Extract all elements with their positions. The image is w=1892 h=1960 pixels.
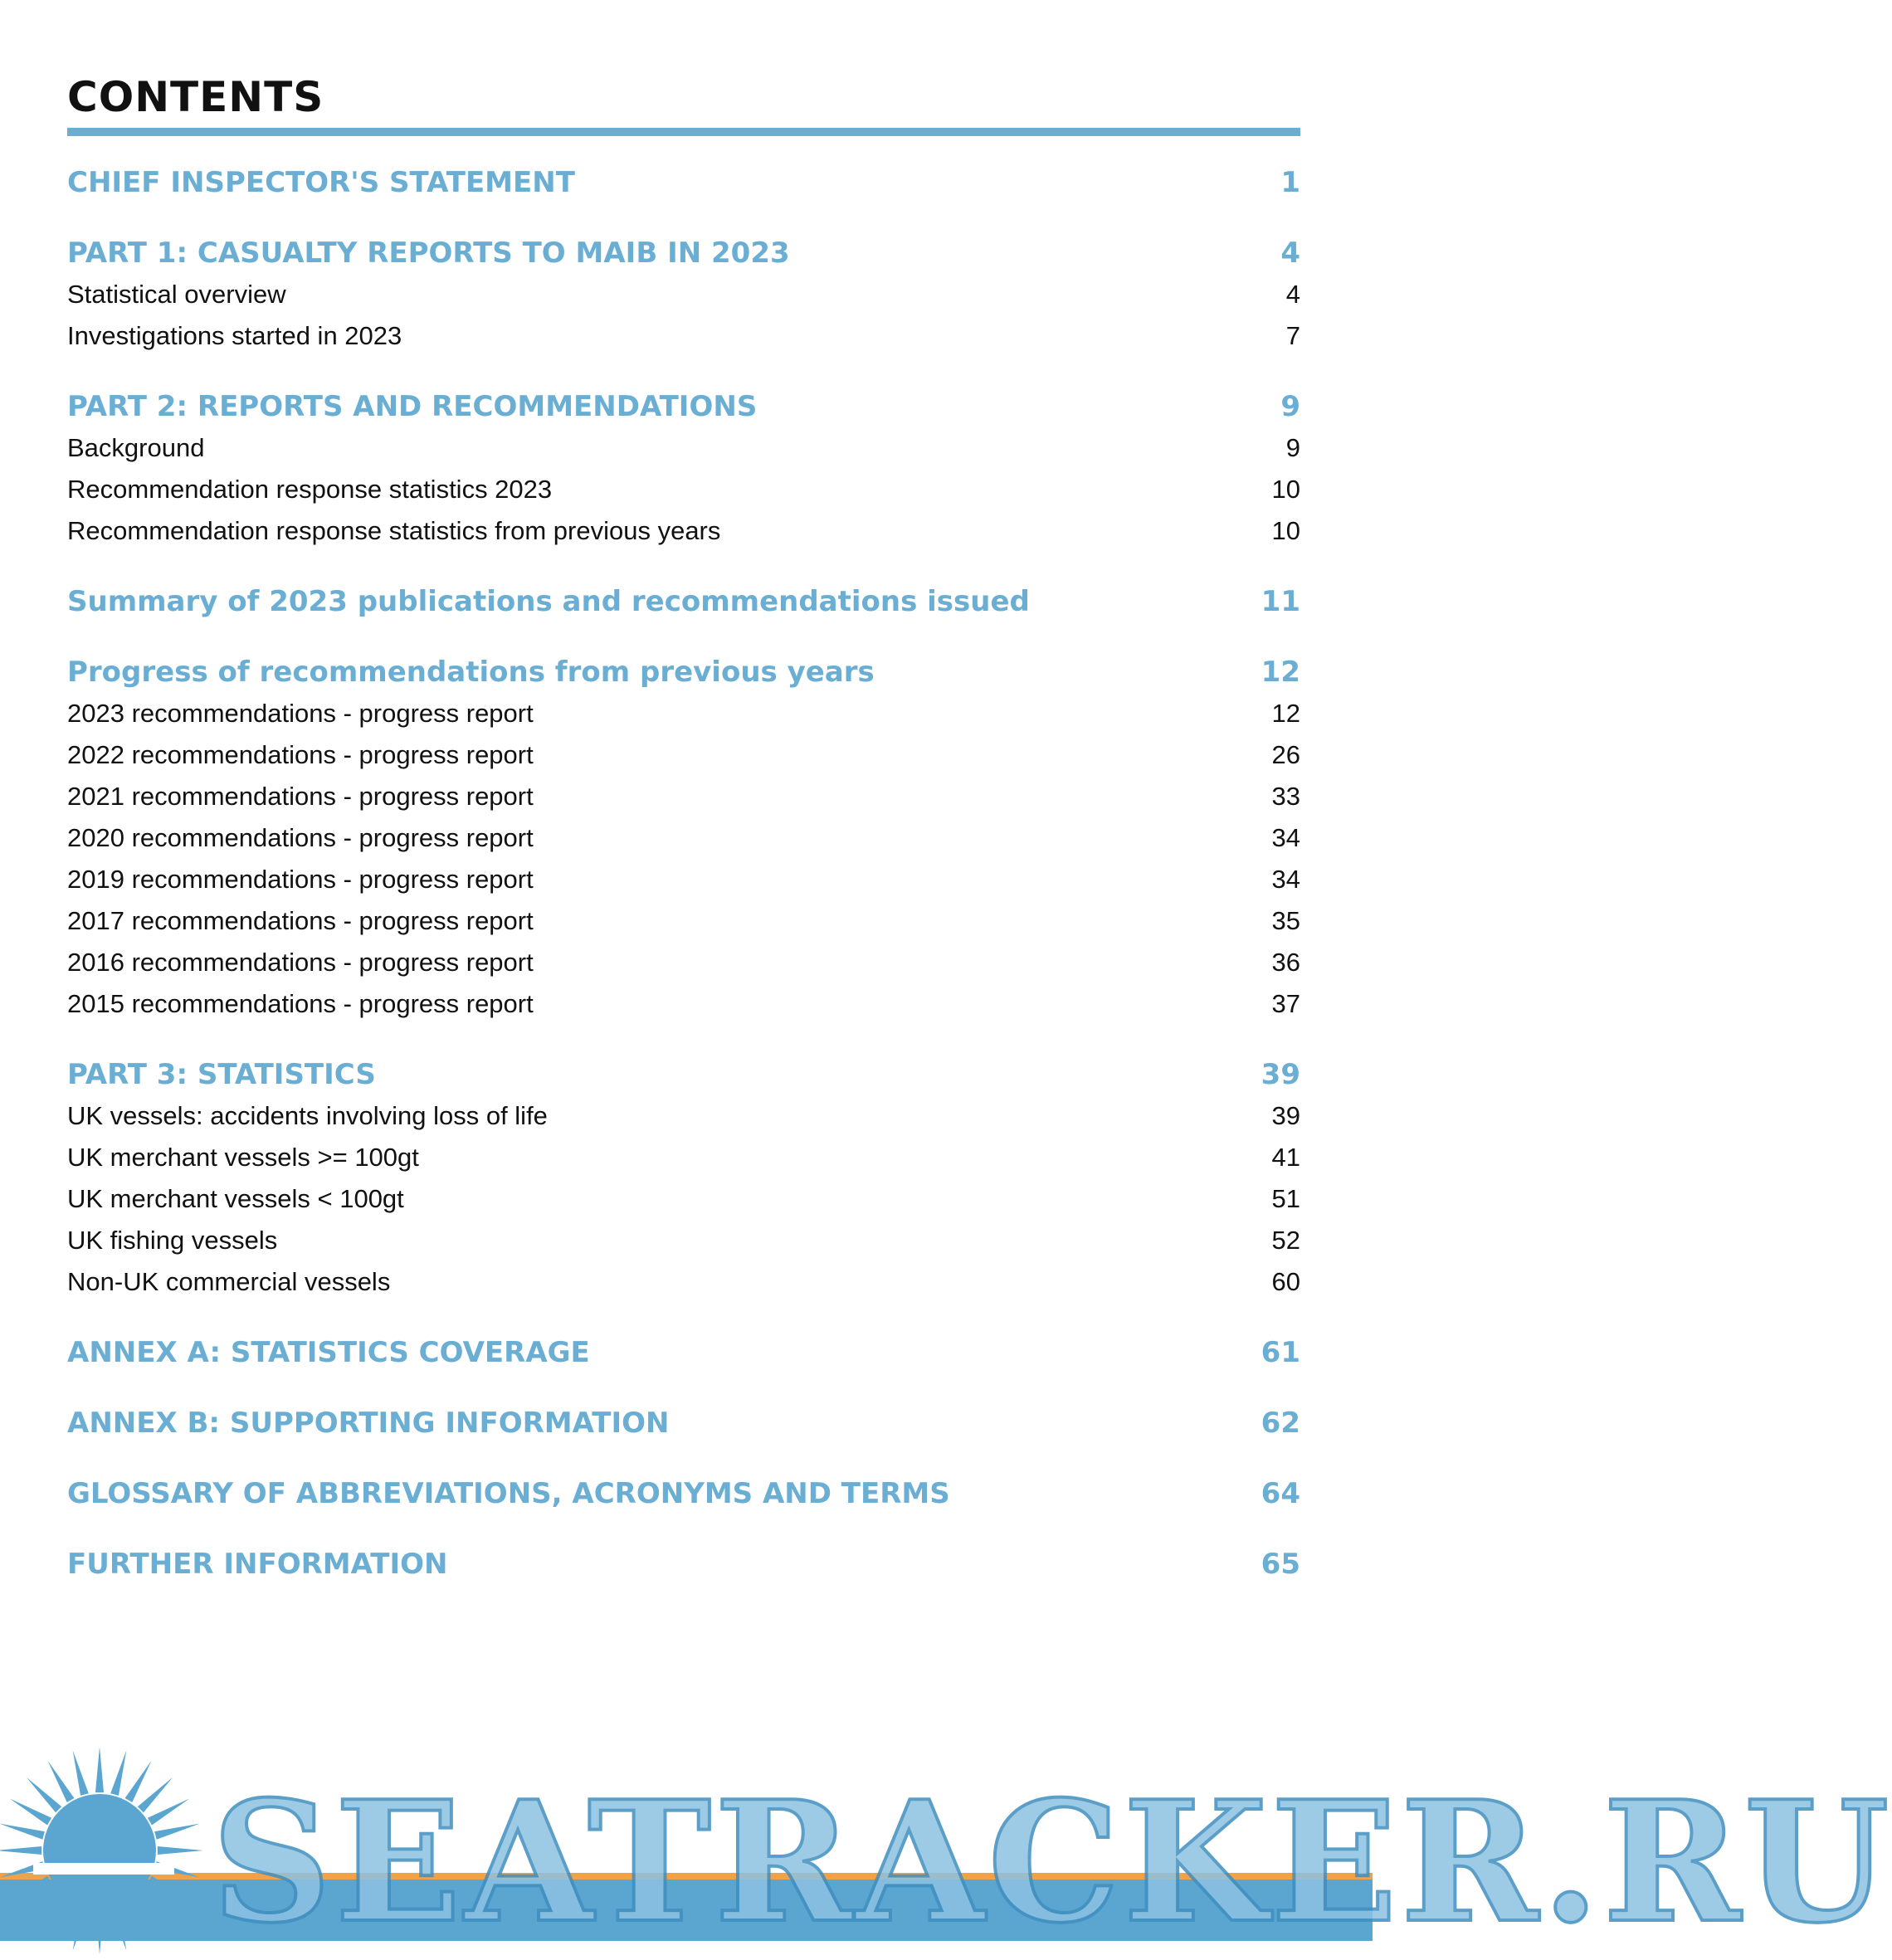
toc-section-heading[interactable] bbox=[67, 1548, 1300, 1591]
toc-entry[interactable] bbox=[67, 1101, 1300, 1143]
toc-entry[interactable] bbox=[67, 906, 1300, 948]
sun-ray bbox=[125, 1761, 152, 1802]
toc-page-number: 1 bbox=[1280, 166, 1300, 199]
toc-page-number: 33 bbox=[1271, 782, 1300, 811]
page-title: CONTENTS bbox=[67, 73, 324, 121]
toc-entry[interactable] bbox=[67, 782, 1300, 823]
toc-entry[interactable] bbox=[67, 321, 1300, 363]
toc-page-number: 12 bbox=[1271, 699, 1300, 728]
sun-ray bbox=[125, 1899, 152, 1940]
toc-label: FURTHER INFORMATION bbox=[67, 1548, 448, 1581]
sun-ray bbox=[73, 1750, 89, 1796]
toc-page-number: 34 bbox=[1271, 865, 1300, 894]
toc-page-number: 9 bbox=[1285, 433, 1300, 462]
toc-label: 2023 recommendations - progress report bbox=[67, 699, 534, 728]
sun-ray bbox=[110, 1750, 126, 1796]
sun-ray bbox=[10, 1799, 51, 1826]
toc-page-number: 51 bbox=[1271, 1184, 1300, 1213]
toc-label: Non-UK commercial vessels bbox=[67, 1267, 391, 1296]
toc-label: PART 3: STATISTICS bbox=[67, 1058, 376, 1091]
toc-entry[interactable] bbox=[67, 475, 1300, 516]
toc-page-number: 12 bbox=[1261, 656, 1300, 689]
toc-page-number: 39 bbox=[1261, 1058, 1300, 1091]
sun-ray bbox=[138, 1889, 173, 1924]
sun-ray bbox=[27, 1777, 62, 1813]
toc-label: Recommendation response statistics from previous years bbox=[67, 516, 721, 545]
sun-ray bbox=[48, 1899, 75, 1940]
toc-page-number: 10 bbox=[1271, 516, 1300, 545]
toc-section-heading[interactable] bbox=[67, 1058, 1300, 1101]
toc-label: ANNEX A: STATISTICS COVERAGE bbox=[67, 1336, 590, 1369]
sun-ray bbox=[110, 1905, 126, 1951]
toc-label: Recommendation response statistics 2023 bbox=[67, 475, 553, 504]
sun-ray bbox=[154, 1824, 200, 1840]
toc-section-heading[interactable] bbox=[67, 1477, 1300, 1520]
toc-section-heading[interactable] bbox=[67, 656, 1300, 699]
toc-label: PART 1: CASUALTY REPORTS TO MAIB IN 2023 bbox=[67, 236, 790, 270]
toc-label: 2015 recommendations - progress report bbox=[67, 989, 534, 1018]
sun-ray bbox=[138, 1777, 173, 1813]
toc-page-number: 39 bbox=[1271, 1101, 1300, 1130]
toc-label: PART 2: REPORTS AND RECOMMENDATIONS bbox=[67, 390, 758, 423]
sun-ray bbox=[0, 1846, 41, 1855]
sun-ray bbox=[95, 1909, 104, 1954]
sun-ray bbox=[73, 1905, 89, 1951]
sun-ray bbox=[95, 1747, 104, 1792]
toc-page-number: 61 bbox=[1261, 1336, 1300, 1369]
table-of-contents bbox=[67, 166, 1300, 1591]
title-divider bbox=[67, 128, 1300, 136]
toc-page-number: 10 bbox=[1271, 475, 1300, 504]
toc-page-number: 52 bbox=[1271, 1226, 1300, 1255]
toc-entry[interactable] bbox=[67, 1226, 1300, 1267]
toc-label: GLOSSARY OF ABBREVIATIONS, ACRONYMS AND TERMS bbox=[67, 1477, 950, 1510]
toc-entry[interactable] bbox=[67, 823, 1300, 865]
toc-entry[interactable] bbox=[67, 948, 1300, 989]
toc-label: UK merchant vessels >= 100gt bbox=[67, 1143, 419, 1172]
footer-logo bbox=[0, 1709, 1892, 1960]
toc-section-heading[interactable] bbox=[67, 1336, 1300, 1379]
toc-page-number: 11 bbox=[1261, 585, 1300, 618]
toc-page-number: 65 bbox=[1261, 1548, 1300, 1581]
toc-section-heading[interactable] bbox=[67, 236, 1300, 280]
toc-section-heading[interactable] bbox=[67, 390, 1300, 433]
toc-label: 2021 recommendations - progress report bbox=[67, 782, 534, 811]
toc-page-number: 60 bbox=[1271, 1267, 1300, 1296]
toc-page-number: 26 bbox=[1271, 740, 1300, 769]
toc-label: Statistical overview bbox=[67, 280, 286, 309]
toc-label: ANNEX B: SUPPORTING INFORMATION bbox=[67, 1407, 670, 1440]
sun-ray bbox=[0, 1824, 45, 1840]
toc-entry[interactable] bbox=[67, 280, 1300, 321]
toc-label: Investigations started in 2023 bbox=[67, 321, 402, 350]
toc-page-number: 4 bbox=[1280, 236, 1300, 270]
sun-ray bbox=[148, 1799, 189, 1826]
toc-label: UK merchant vessels < 100gt bbox=[67, 1184, 404, 1213]
sun-icon bbox=[0, 1726, 207, 1942]
toc-page-number: 9 bbox=[1280, 390, 1300, 423]
toc-label: Summary of 2023 publications and recommendations issued bbox=[67, 585, 1030, 618]
toc-entry[interactable] bbox=[67, 989, 1300, 1031]
toc-page-number: 41 bbox=[1271, 1143, 1300, 1172]
toc-label: 2020 recommendations - progress report bbox=[67, 823, 534, 852]
toc-label: CHIEF INSPECTOR'S STATEMENT bbox=[67, 166, 575, 199]
toc-label: 2022 recommendations - progress report bbox=[67, 740, 534, 769]
toc-entry[interactable] bbox=[67, 699, 1300, 740]
toc-entry[interactable] bbox=[67, 1184, 1300, 1226]
toc-page-number: 62 bbox=[1261, 1407, 1300, 1440]
toc-entry[interactable] bbox=[67, 865, 1300, 906]
toc-label: UK fishing vessels bbox=[67, 1226, 278, 1255]
toc-page-number: 36 bbox=[1271, 948, 1300, 977]
sun-ray bbox=[48, 1761, 75, 1802]
toc-section-heading[interactable] bbox=[67, 166, 1300, 209]
watermark-text: SEATRACKER.RU bbox=[212, 1765, 1892, 1960]
toc-page-number: 37 bbox=[1271, 989, 1300, 1018]
toc-entry[interactable] bbox=[67, 1267, 1300, 1309]
toc-entry[interactable] bbox=[67, 516, 1300, 558]
toc-section-heading[interactable] bbox=[67, 585, 1300, 628]
toc-label: UK vessels: accidents involving loss of life bbox=[67, 1101, 548, 1130]
toc-page-number: 4 bbox=[1285, 280, 1300, 309]
toc-page-number: 64 bbox=[1261, 1477, 1300, 1510]
toc-label: 2017 recommendations - progress report bbox=[67, 906, 534, 935]
sun-ray bbox=[158, 1846, 203, 1855]
toc-page-number: 7 bbox=[1285, 321, 1300, 350]
toc-label: Progress of recommendations from previous years bbox=[67, 656, 875, 689]
toc-entry[interactable] bbox=[67, 433, 1300, 475]
toc-label: 2019 recommendations - progress report bbox=[67, 865, 534, 894]
toc-label: 2016 recommendations - progress report bbox=[67, 948, 534, 977]
toc-entry[interactable] bbox=[67, 740, 1300, 782]
toc-page-number: 34 bbox=[1271, 823, 1300, 852]
sun-ray bbox=[10, 1876, 51, 1903]
toc-entry[interactable] bbox=[67, 1143, 1300, 1184]
toc-label: Background bbox=[67, 433, 205, 462]
toc-section-heading[interactable] bbox=[67, 1407, 1300, 1450]
toc-page-number: 35 bbox=[1271, 906, 1300, 935]
sun-ray bbox=[148, 1876, 189, 1903]
sun-ray bbox=[27, 1889, 62, 1924]
